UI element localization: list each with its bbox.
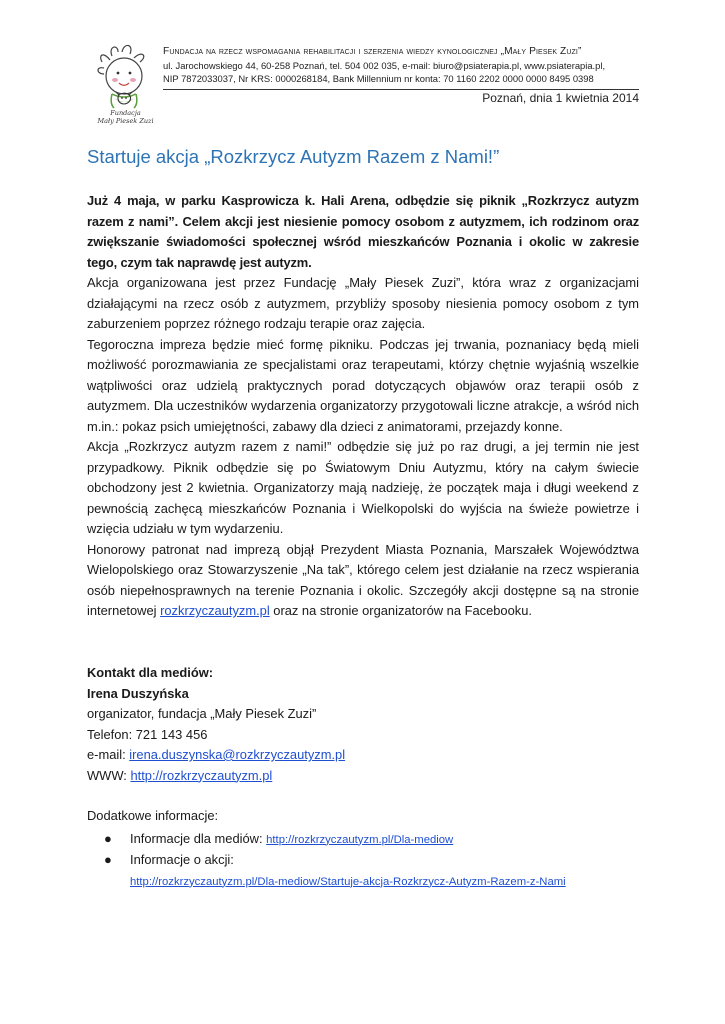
lead-paragraph: Już 4 maja, w parku Kasprowicza k. Hali Arena, odbędzie się piknik „Rozkrzycz autyzm razem z nami”. Celem akcji jest niesienie pomocy osobom z autyzmem, ich rodzinom oraz zwiększanie świadomości społecznej wśród mieszkańców Poznania i okolic w zakresie tego, czym tak naprawdę jest autyzm. <box>87 193 639 270</box>
paragraph-picnic: Tegoroczna impreza będzie mieć formę pikniku. Podczas jej trwania, poznaniacy będą mieli możliwość porozmawiania ze specjalistami oraz terapeutami, którzy chętnie wyjaśnią wszelkie wątpliwości oraz udzielą praktycznych porad dotyczących objawów oraz terapii osób z autyzmem. Dla uczestników wydarzenia organizatorzy przygotowali liczne atrakcje, a wśród nich m.in.: pokaz psich umiejętności, zabawy dla dzieci z animatorami, przejazdy konne. <box>87 336 639 434</box>
paragraph-patronage <box>87 540 639 622</box>
additional-info-heading: Dodatkowe informacje: <box>87 808 219 823</box>
contact-phone: Telefon: 721 143 456 <box>87 726 208 742</box>
bullet-icon: ● <box>104 830 112 846</box>
header-divider <box>163 89 639 90</box>
paragraph-second-edition: Akcja „Rozkrzycz autyzm razem z nami!” odbędzie się już po raz drugi, a jej termin nie jest przypadkowy. Piknik odbędzie się po Światowym Dniu Autyzmu, który na całym świecie obchodzony jest 2 kwietnia. Organizatorzy mają nadzieję, że początek maja i długi weekend z pewnością zachęcą mieszkańców Poznania i Wielkopolski do wyjścia na świeże powietrze i wzięcia udziału w tym wydarzeniu. <box>87 439 639 536</box>
contact-role: organizator, fundacja „Mały Piesek Zuzi” <box>87 706 317 721</box>
www-label: WWW: <box>87 767 131 783</box>
document-date: Poznań, dnia 1 kwietnia 2014 <box>482 91 639 105</box>
list-item <box>87 829 647 851</box>
list-item <box>87 850 647 892</box>
list-item-label: Informacje dla mediów: <box>130 830 267 846</box>
contact-email-row <box>87 745 639 766</box>
contact-www-row <box>87 766 639 787</box>
additional-info <box>87 806 647 892</box>
contact-heading: Kontakt dla mediów: <box>87 665 214 680</box>
logo-caption-line-2: Mały Piesek Zuzi <box>97 117 154 125</box>
list-item-label: Informacje o akcji: <box>130 852 234 867</box>
document-title: Startuje akcja „Rozkrzycz Autyzm Razem z Nami!” <box>87 146 500 167</box>
letterhead <box>163 45 643 86</box>
paragraph-organizer: Akcja organizowana jest przez Fundację „Mały Piesek Zuzi”, która wraz z organizacjami działającymi na rzecz osób z autyzmem, przybliży sposoby niesienia pomocy osobom z tym zaburzeniem poprzez różnego rodzaju terapie oraz zajęcia. <box>87 275 639 331</box>
email-label: e-mail: <box>87 747 130 762</box>
organization-name: Fundacja na rzecz wspomagania rehabilitacji i szerzenia wiedzy kynologicznej „Mały Piesek Zuzi” <box>163 46 582 57</box>
logo-caption <box>88 109 163 125</box>
www-link[interactable]: http://rozkrzyczautyzm.pl <box>130 767 273 783</box>
media-contact <box>87 663 639 786</box>
patronage-text-end: oraz na stronie organizatorów na Facebooku. <box>269 603 532 618</box>
registry-line: NIP 7872033037, Nr KRS: 0000268184, Bank Millennium nr konta: 70 1160 2202 0000 0000 8495 0398 <box>163 73 594 84</box>
article-body <box>87 191 639 622</box>
contact-name: Irena Duszyńska <box>87 685 189 701</box>
address-line: ul. Jarochowskiego 44, 60-258 Poznań, tel. 504 002 035, e-mail: biuro@psiaterapia.pl, www.psiaterapia.pl, <box>163 59 606 71</box>
website-link[interactable]: rozkrzyczautyzm.pl <box>160 603 270 618</box>
email-link[interactable]: irena.duszynska@rozkrzyczautyzm.pl <box>129 747 346 762</box>
logo-caption-line-1: Fundacja <box>110 109 141 117</box>
event-info-link[interactable]: http://rozkrzyczautyzm.pl/Dla-mediow/Startuje-akcja-Rozkrzycz-Autyzm-Razem-z-Nami <box>130 875 566 888</box>
additional-info-list <box>87 829 647 893</box>
media-info-link[interactable]: http://rozkrzyczautyzm.pl/Dla-mediow <box>266 833 454 846</box>
bullet-icon: ● <box>104 852 112 867</box>
patronage-text: Honorowy patronat nad imprezą objął Prezydent Miasta Poznania, Marszałek Województwa Wielopolskiego oraz Stowarzyszenie „Na tak”, którego celem jest działanie na rzecz wspierania osób niepełnosprawnych na terenie Poznania i okolic. Szczegóły akcji dostępne są na stronie internetowej <box>87 541 639 618</box>
